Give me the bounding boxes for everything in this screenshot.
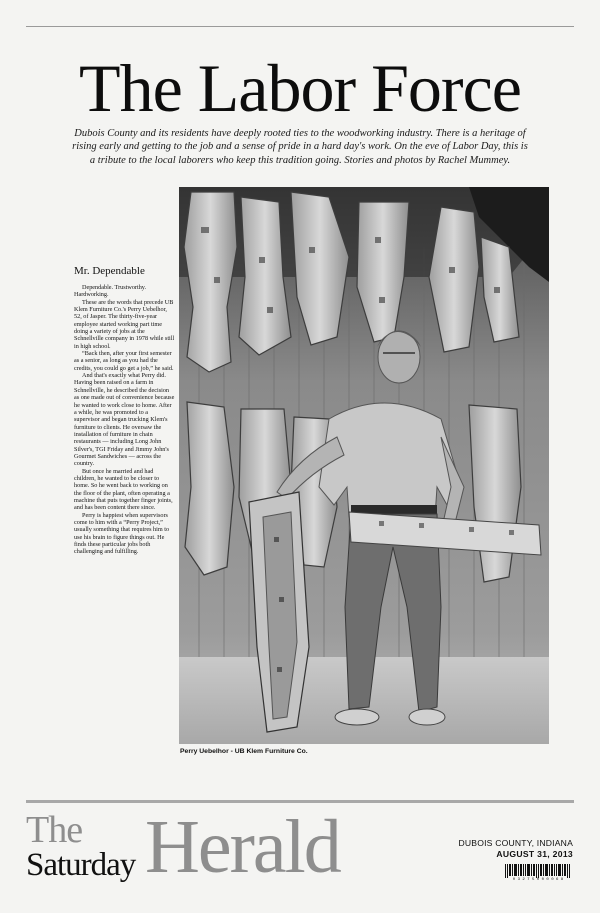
masthead-the: The	[26, 809, 83, 851]
footer-rule	[26, 800, 574, 803]
article-sidebar	[74, 265, 175, 556]
masthead-saturday: Saturday	[26, 847, 136, 883]
article-paragraph: These are the words that precede UB Klem Furniture Co.'s Perry Uebelhor, 52, of Jasper. The thirty-five-year employee started working part time doing a variety of jobs at the Schnellville company in 1978 while still in high school.	[74, 298, 175, 350]
dateline-date: AUGUST 31, 2013	[496, 849, 573, 859]
page-headline: The Labor Force	[79, 50, 521, 126]
barcode-icon	[505, 864, 571, 878]
photo-caption: Perry Uebelhor - UB Klem Furniture Co.	[180, 748, 308, 755]
article-paragraph: Perry is happiest when supervisors come to him with a “Perry Project,” usually something that requires him to use his brain to figure things out. He finds these particular jobs both challenging and fulfilling.	[74, 511, 170, 556]
masthead-herald: Herald	[145, 805, 340, 889]
article-paragraph: But once he married and had children, he wanted to be closer to home. So he went back to working on the floor of the plant, often operating a machine that puts together finger joints, and has been content there since.	[74, 467, 173, 512]
feature-photo	[179, 187, 549, 744]
top-rule	[26, 26, 574, 27]
deck-text: Dubois County and its residents have deeply rooted ties to the woodworking industry. There is a heritage of rising early and getting to the job and a sense of pride in a hard day's work. On the eve of Labor Day, this is a tribute to the local laborers who keep this tradition going. Stories and photos by Rachel Mummey.	[72, 128, 528, 166]
dateline-county: DUBOIS COUNTY, INDIANA	[458, 838, 573, 848]
article-paragraph: “Back then, after your first semester as a senior, as long as you had the credits, you could go get a job,” he said.	[74, 350, 174, 372]
barcode-number: 0 3 2 7 5 0 0 0 0 6 8	[512, 878, 564, 882]
article-title: Mr. Dependable	[74, 265, 145, 277]
article-paragraph: Dependable. Trustworthy. Hardworking.	[74, 284, 147, 299]
dateline	[458, 838, 573, 860]
article-body	[74, 284, 175, 556]
article-paragraph: And that's exactly what Perry did. Having been raised on a farm in Schnellville, he described the decision as one made out of convenience because he wanted to work close to home. After a while, he was promoted to a supervisor and began trucking Klem's furniture to clients. He oversaw the installation of furniture in chain restaurants — including Long John Silver's, TGI Friday and Jimmy John's Gourmet Sandwiches — across the country.	[74, 372, 175, 468]
